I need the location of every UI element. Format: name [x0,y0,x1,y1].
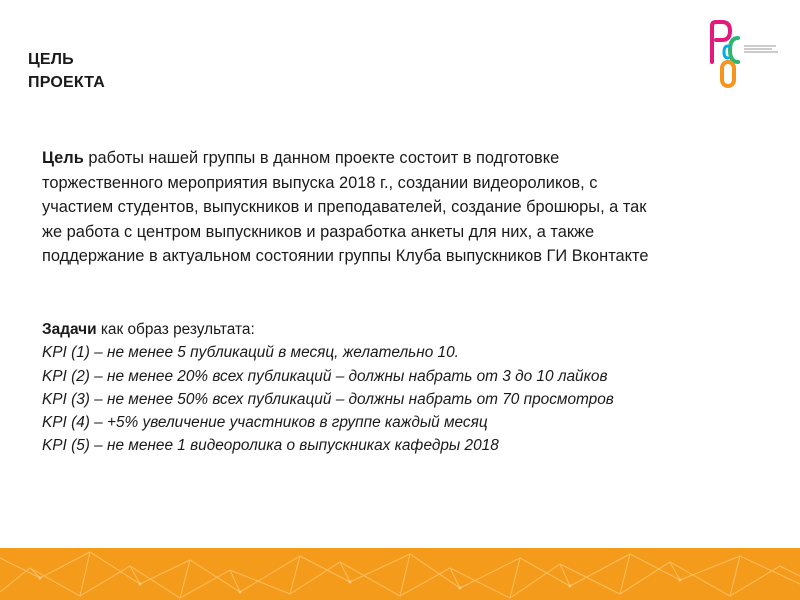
tasks-lead: Задачи [42,321,97,338]
goal-line: участием студентов, выпускников и преподавателей, создание брошюры, а так [42,198,647,216]
goal-line-text: работы нашей группы в данном проекте состоит в подготовке [83,149,560,167]
kpi-item: KPI (1) – не менее 5 публикаций в месяц, желательно 10. [42,344,459,362]
footer-pattern [0,548,800,600]
kpi-list [42,341,782,457]
title-line: ЦЕЛЬ [28,51,74,68]
title-line: ПРОЕКТА [28,74,105,91]
kpi-item: KPI (4) – +5% увеличение участников в группе каждый месяц [42,414,488,432]
footer-band [0,548,800,600]
slide-title [28,48,105,94]
kpi-item: KPI (5) – не менее 1 видеоролика о выпускниках кафедры 2018 [42,437,499,455]
goal-line [42,146,782,171]
goal-paragraph [42,146,782,269]
goal-line: же работа с центром выпускников и разработка анкеты для них, а также [42,222,595,241]
tasks-heading [42,318,782,341]
goal-line: торжественного мероприятия выпуска 2018 г., создании видеороликов, с [42,173,598,192]
kpi-item: KPI (3) – не менее 50% всех публикаций – должны набрать от 70 просмотров [42,390,614,408]
tasks-heading-rest: как образ результата: [96,321,255,338]
tasks-block [42,318,782,458]
kpi-item: KPI (2) – не менее 20% всех публикаций – должны набрать от 3 до 10 лайков [42,367,608,385]
goal-line: поддержание в актуальном состоянии группы Клуба выпускников ГИ Вконтакте [42,247,649,265]
rso-logo-icon [700,18,790,92]
goal-lead: Цель [42,149,84,167]
